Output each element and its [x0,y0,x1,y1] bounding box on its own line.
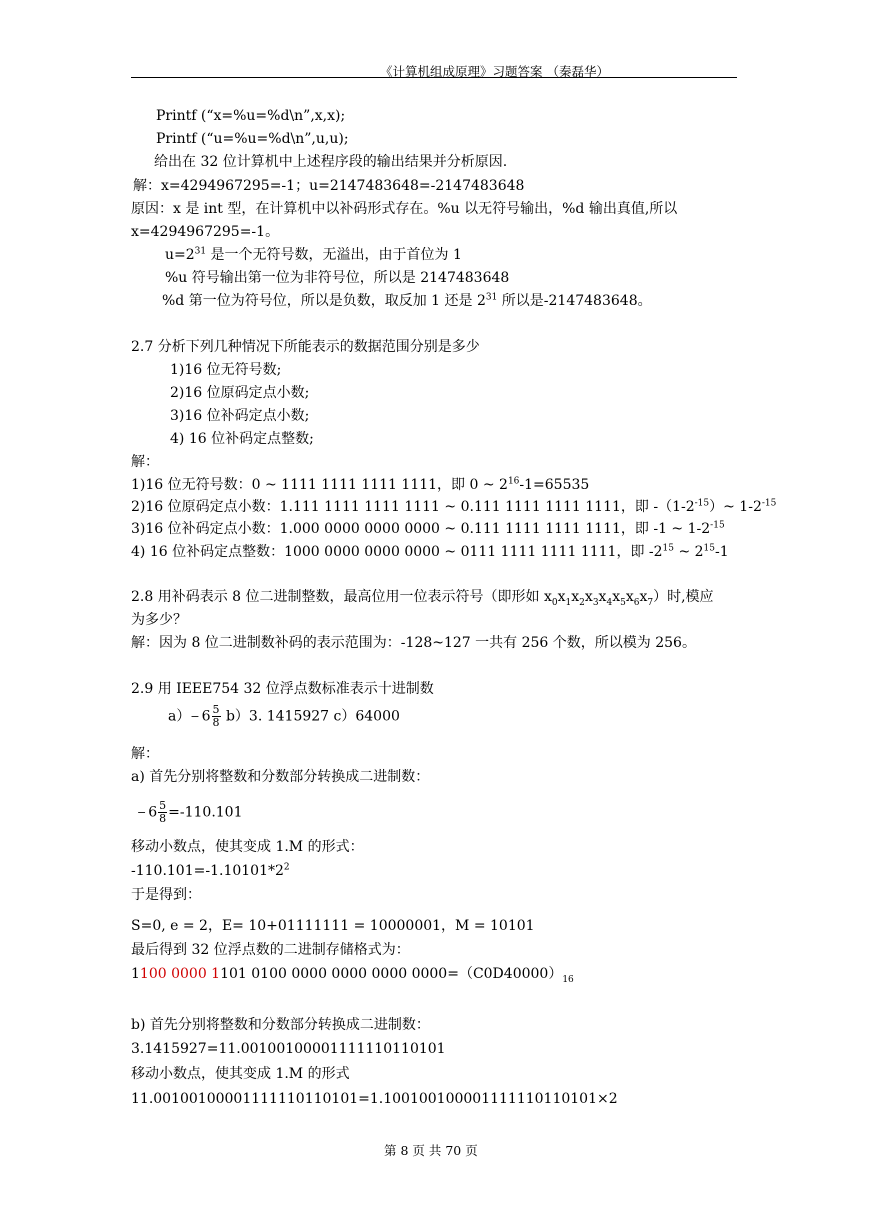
q29-shift: $-110.101=-1.10101*2^2$ [131,862,290,879]
q29-move-1: 移动小数点，使其变成 1.M 的形式： [131,839,364,855]
q27-jie: 解： [131,454,159,470]
q29-options: a）− 6 $\frac{5}{8}$ b）3. 1415927 c）64000 [168,703,400,729]
variable: $x_2$ [571,589,585,608]
q27-answer-2: 2)16 位原码定点小数：1.111 1111 1111 1111 ~ 0.111 1111 1111 1111，即 $-(1-2^{-15})\sim$ $1-2^{-15}$ [131,498,777,515]
answer-line: 解：x=4294967295=-1；u=2147483648=-2147483648 [133,178,525,194]
q28-line-2: 为多少？ [131,612,187,628]
running-header: 《计算机组成原理》习题答案 （秦磊华） [380,64,609,79]
variable: $x_4$ [598,589,613,608]
q29-a-equation: − 6 $\frac{5}{8}$ =-110.101 [137,799,243,825]
u-line: $u=2^{31}$ 是一个无符号数，无溢出，由于首位为 1 [165,246,462,263]
fraction: $\frac{5}{8}$ [159,799,167,825]
percent-d-line: %d 第一位为符号位，所以是负数，取反加 1 还是 $2^{31}$ 所以是-2147483648。 [162,292,652,309]
q27-item-1: 1)16 位无符号数; [170,362,282,378]
q27-answer-1: 1)16 位无符号数：0 ~ 1111 1111 1111 1111，即 0 ~ $2^{16}-1=65535$ [131,476,590,493]
q29-jie: 解： [131,746,159,762]
q29-a-intro: a) 首先分别将整数和分数部分转换成二进制数： [131,769,430,785]
variable: $x_0$ [543,589,558,608]
header-rule [131,77,737,78]
question-text: 给出在 32 位计算机中上述程序段的输出结果并分析原因. [154,154,508,170]
variable: $x_5$ [612,589,626,608]
q29-b-shift: 11.00100100001111110110101=1.100100100001111110110101×2 [131,1091,618,1107]
variable: $x_6$ [625,589,640,608]
variable: $x_3$ [584,589,599,608]
q28-variables [543,589,654,608]
code-line-1: Printf (“x=%u=%d\n”,x,x); [156,108,346,124]
q28-answer: 解：因为 8 位二进制数补码的表示范围为：-128~127 一共有 256 个数，所以模为 256。 [131,635,696,651]
q29-sem: S=0, e = 2，E= 10+01111111 = 10000001，M = 10101 [131,918,535,934]
q27-answer-4: 4) 16 位补码定点整数：1000 0000 0000 0000 ~ 0111 1111 1111 1111，即 $-2^{15}$ ~ $2^{15}-1$ [131,543,729,560]
page-footer: 第 8 页 共 70 页 [384,1143,478,1158]
q27-item-2: 2)16 位原码定点小数; [170,385,310,401]
q27-item-4: 4) 16 位补码定点整数; [170,431,314,447]
q27-title: 2.7 分析下列几种情况下所能表示的数据范围分别是多少 [131,339,480,355]
q29-b-intro: b) 首先分别将整数和分数部分转换成二进制数： [131,1017,430,1033]
reason-line-1: 原因：x 是 int 型，在计算机中以补码形式存在。%u 以无符号输出，%d 输出真值,所以 [131,201,678,217]
q27-answer-3: 3)16 位补码定点小数：1.000 0000 0000 0000 ~ 0.111 1111 1111 1111，即 -1 ~ $1-2^{-15}$ [131,520,725,537]
reason-line-2: x=4294967295=-1。 [131,224,280,240]
q28-line-1: 2.8 用补码表示 8 位二进制整数，最高位用一位表示符号（即形如 $x_0x_1x_2x_3x_4x_5x_6x_7$）时,模应 [131,589,714,608]
q29-title: 2.9 用 IEEE754 32 位浮点数标准表示十进制数 [131,681,434,697]
variable: $x_7$ [639,589,654,608]
q27-item-3: 3)16 位补码定点小数; [170,408,310,424]
q29-binary: 1100 0000 1101 0100 0000 0000 0000 $0000=(C0D40000)_{16}$ [131,966,574,985]
code-line-2: Printf (“u=%u=%d\n”,u,u); [156,131,349,147]
q29-gain: 于是得到： [131,887,201,903]
q29-b-value: 3.1415927=11.00100100001111110110101 [131,1041,446,1057]
q29-final: 最后得到 32 位浮点数的二进制存储格式为： [131,942,410,958]
percent-u-line: %u 符号输出第一位为非符号位，所以是 2147483648 [165,270,510,286]
fraction: $\frac{5}{8}$ [212,703,220,729]
variable: $x_1$ [557,589,572,608]
q29-move-2: 移动小数点，使其变成 1.M 的形式 [131,1066,350,1082]
